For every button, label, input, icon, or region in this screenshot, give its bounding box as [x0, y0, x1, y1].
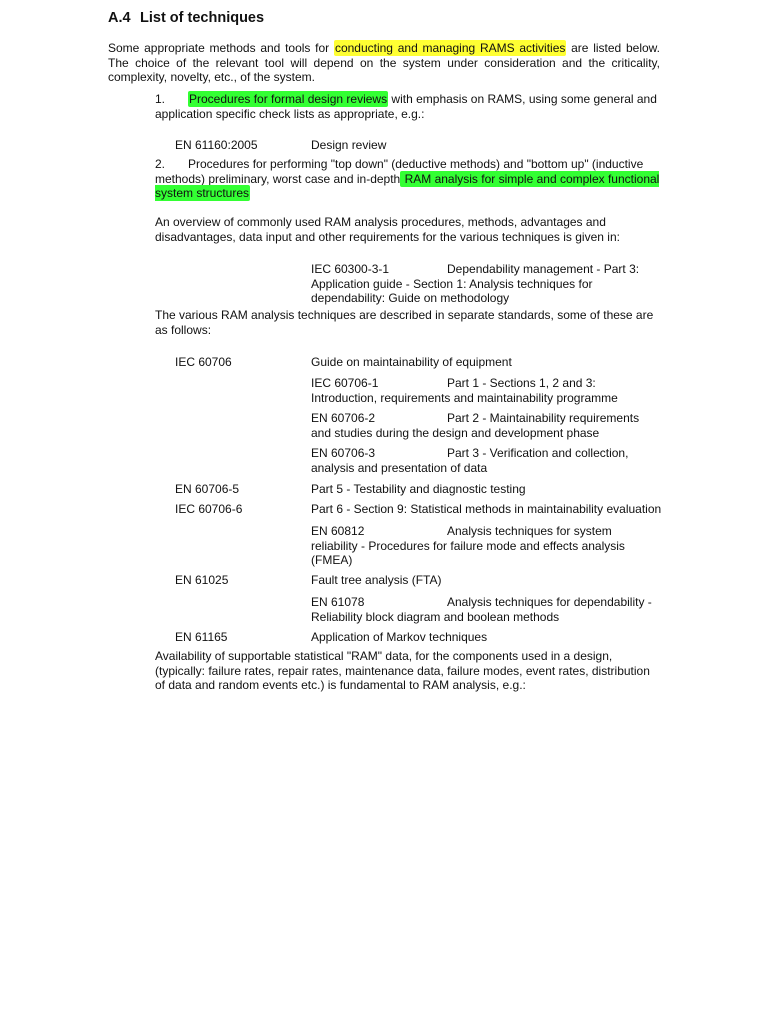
intro-paragraph: Some appropriate methods and tools for conducting and managing RAMS activities are listed below. The choice of the relevant tool will depend on the system under consideration and the criticality, complexity, novelty, etc., of the system. [108, 41, 660, 84]
standard-code: IEC 60706 [175, 355, 232, 369]
section-number: A.4 [108, 10, 131, 26]
standard-en-60812: EN 60812 Analysis techniques for system reliability - Procedures for failure mode and effects analysis (FMEA) [311, 524, 625, 567]
section-title: List of techniques [140, 10, 265, 26]
overview-paragraph: An overview of commonly used RAM analysis procedures, methods, advantages and disadvantages, data input and other requirements for the various techniques is given in: [155, 215, 620, 244]
standard-title: Guide on maintainability of equipment [311, 355, 512, 369]
various-paragraph: The various RAM analysis techniques are described in separate standards, some of these are as follows: [155, 308, 654, 337]
standard-code: EN 61165 [175, 630, 228, 644]
standard-iec-60706-1: IEC 60706-1 Part 1 - Sections 1, 2 and 3: Introduction, requirements and maintainability programme [311, 376, 618, 405]
standard-title: Fault tree analysis (FTA) [311, 573, 442, 587]
standard-en-60706-3: EN 60706-3 Part 3 - Verification and collection, analysis and presentation of data [311, 446, 629, 475]
section-heading [108, 10, 264, 27]
availability-paragraph: Availability of supportable statistical "RAM" data, for the components used in a design, (typically: failure rates, repair rates, maintenance data, failure modes, event rates, distribution of data and random events etc.) is fundamental to RAM analysis, e.g.: [155, 649, 650, 692]
ref-title: Design review [311, 138, 387, 152]
highlight-yellow: conducting and managing RAMS activities [334, 41, 566, 55]
highlight-green: RAM analysis for simple and complex functional system structures [155, 171, 660, 200]
list-item-1: 1. Procedures for formal design reviews with emphasis on RAMS, using some general and application specific check lists as appropriate, e.g.: [155, 92, 657, 121]
ref-code: EN 61160:2005 [175, 138, 258, 152]
standard-code: IEC 60706-6 [175, 502, 243, 516]
standard-code: EN 61025 [175, 573, 229, 587]
standard-en-61078: EN 61078 Analysis techniques for dependability - Reliability block diagram and boolean methods [311, 595, 652, 624]
standard-title: Application of Markov techniques [311, 630, 488, 644]
list-item-2: 2. Procedures for performing "top down" (deductive methods) and "bottom up" (inductive methods) preliminary, worst case and in-depth RAM analysis for simple and complex functional system structures [155, 157, 660, 200]
ref-iec-60300-3-1: IEC 60300-3-1 Dependability management - Part 3: Application guide - Section 1: Analysis techniques for dependability: Guide on methodology [311, 262, 640, 305]
standard-title: Part 5 - Testability and diagnostic testing [311, 482, 526, 496]
standard-code: EN 60706-5 [175, 482, 240, 496]
standard-en-60706-2: EN 60706-2 Part 2 - Maintainability requirements and studies during the design and development phase [311, 411, 640, 440]
highlight-green: Procedures for formal design reviews [189, 92, 388, 106]
standard-title: Part 6 - Section 9: Statistical methods in maintainability evaluation [311, 502, 662, 516]
